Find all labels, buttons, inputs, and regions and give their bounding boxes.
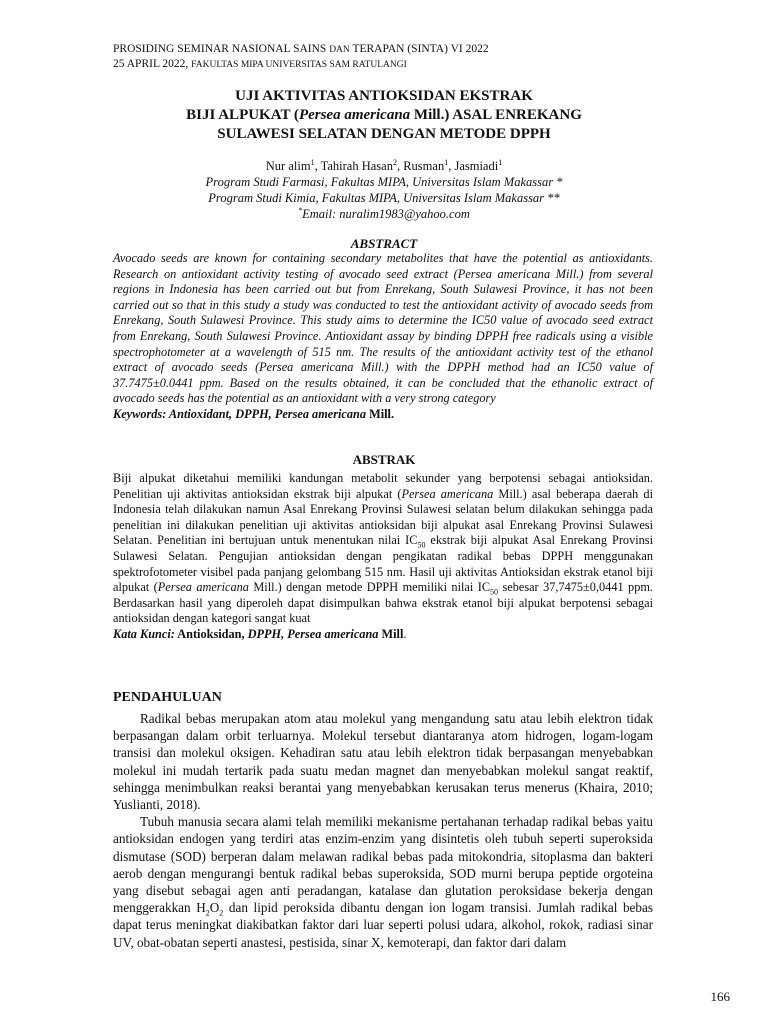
abstract-heading: ABSTRACT bbox=[350, 236, 418, 251]
paragraph-2: Tubuh manusia secara alami telah memiliki mekanisme pertahanan terhadap radikal bebas yaitu antioksidan endogen yang terdiri atas enzim-enzim yang disintetis oleh tubuh seperti superoksida dismutase (SOD) berperan dalam melawan radikal bebas pada mitokondria, sitoplasma dan bakteri aerob dengan mengurangi bentuk radikal bebas superoksida, SOD murni berupa peptide orgoteina yang disebut sebagai agen anti peradangan, katalase dan glutation peroksidase bekerja dengan menggerakkan $H_2O_2$ dan lipid peroksida dibantu dengan ion logam transisi. Jumlah radikal bebas dapat terus meningkat diakibatkan faktor dari luar seperti polusi udara, alkohol, rokok, radiasi sinar UV, obat-obatan seperti anastesi, pestisida, sinar X, kemoterapi, dan faktor dari dalam bbox=[113, 814, 653, 950]
paragraph-1: Radikal bebas merupakan atom atau molekul yang mengandung satu atau lebih elektron tidak berpasangan dalam orbit terluarnya. Molekul tersebut diantaranya atom hidrogen, logam-logam transisi dan molekul oksigen. Kehadiran satu atau lebih elektron tidak berpasangan menyebabkan molekul ini mudah tertarik pada suatu medan magnet dan menyebabkan molekul sangat reaktif, sehingga menimbulkan reaksi berantai yang menyebabkan kerusakan terus menerus (Khaira, 2010; Yuslianti, 2018). bbox=[113, 711, 653, 813]
abstract-body bbox=[113, 251, 653, 423]
abstract-text: Avocado seeds are known for containing secondary metabolites that have the potential as antioxidants. Research on antioxidant activity testing of avocado seed extract (Persea americana Mill.) from several regions in Indonesia has been carried out but from Enrekang, South Sulawesi Province, it has not been carried out so that in this study a study was conducted to test the antioxidant activity of avocado seeds from Enrekang, South Sulawesi Province. This study aims to determine the IC50 value of avocado seed extract from Enrekang, South Sulawesi Province. Antioxidant assay by binding DPPH free radicals using a visible spectrophotometer at a wavelength of 515 nm. The results of the antioxidant activity test of the ethanol extract of avocado seeds (Persea americana Mill.) with the DPPH method had an IC50 value of 37.7475±0.0441 ppm. Based on the results obtained, it can be concluded that the ethanolic extract of avocado seeds has the potential as an antioxidant with a very strong category bbox=[113, 251, 653, 406]
author-block bbox=[60, 158, 708, 222]
proceedings-header bbox=[113, 42, 489, 72]
header-text: DAN bbox=[329, 45, 350, 55]
keywords-line: Keywords: Antioxidant, DPPH, Persea americana Mill. bbox=[113, 406, 395, 421]
title-line: SULAWESI SELATAN DENGAN METODE DPPH bbox=[217, 126, 551, 142]
affiliation-2: Program Studi Kimia, Fakultas MIPA, Universitas Islam Makassar ** bbox=[208, 191, 560, 205]
header-text: TERAPAN (SINTA) VI 2022 bbox=[352, 43, 489, 55]
author-email: *Email: nuralim1983@yahoo.com bbox=[298, 205, 470, 221]
affiliation-1: Program Studi Farmasi, Fakultas MIPA, Universitas Islam Makassar * bbox=[205, 175, 563, 189]
kata-kunci-line: Kata Kunci: Antioksidan, DPPH, Persea americana Mill. bbox=[113, 626, 407, 641]
title-line: BIJI ALPUKAT (Persea americana Mill.) ASAL ENREKANG bbox=[186, 107, 582, 123]
pendahuluan-body bbox=[113, 710, 653, 951]
paper-title bbox=[60, 87, 708, 144]
page-number: 166 bbox=[710, 989, 730, 1004]
pendahuluan-heading: PENDAHULUAN bbox=[113, 690, 222, 705]
header-line-1 bbox=[113, 42, 489, 57]
abstrak-heading: ABSTRAK bbox=[352, 452, 416, 467]
abstrak-body: Biji alpukat diketahui memiliki kandungan metabolit sekunder yang berpotensi sebagai antioksidan. Penelitian uji aktivitas antioksidan ekstrak biji alpukat (Persea americana Mill.) asal beberapa daerah di Indonesia telah dilakukan namun Asal Enrekang Provinsi Sulawesi selatan belum dilakukan sehingga pada penelitian ini dilakukan penelitian uji aktivitas antioksidan biji alpukat asal Enrekang Provinsi Sulawesi Selatan. Penelitian ini bertujuan untuk menentukan nilai $IC_{50}$ ekstrak biji alpukat Asal Enrekang Provinsi Sulawesi Selatan. Pengujian antioksidan dengan pengikatan radikal bebas DPPH menggunakan spektrofotometer visibel pada panjang gelombang 515 nm. Hasil uji aktivitas Antioksidan ekstrak etanol biji alpukat (Persea americana Mill.) dengan metode DPPH memiliki nilai $IC_{50}$ sebesar 37,7475±0,0441 ppm. Berdasarkan hasil yang diperoleh dapat disimpulkan bahwa ekstrak etanol biji alpukat berpotensi sebagai antioksidan dengan kategori sangat kuat Kata Kunci: Antioksidan, DPPH, Persea americana Mill. bbox=[113, 471, 653, 641]
author-names: Nur alim$^1$, Tahirah Hasan$^2$, Rusman$^1$, Jasmiadi$^1$ bbox=[265, 157, 503, 173]
header-faculty: FAKULTAS MIPA UNIVERSITAS SAM RATULANGI bbox=[191, 60, 407, 70]
header-line-2 bbox=[113, 57, 489, 72]
header-date: 25 APRIL 2022, bbox=[113, 58, 189, 70]
header-text: PROSIDING SEMINAR NASIONAL SAINS bbox=[113, 43, 327, 55]
title-line: UJI AKTIVITAS ANTIOKSIDAN EKSTRAK bbox=[235, 88, 533, 104]
